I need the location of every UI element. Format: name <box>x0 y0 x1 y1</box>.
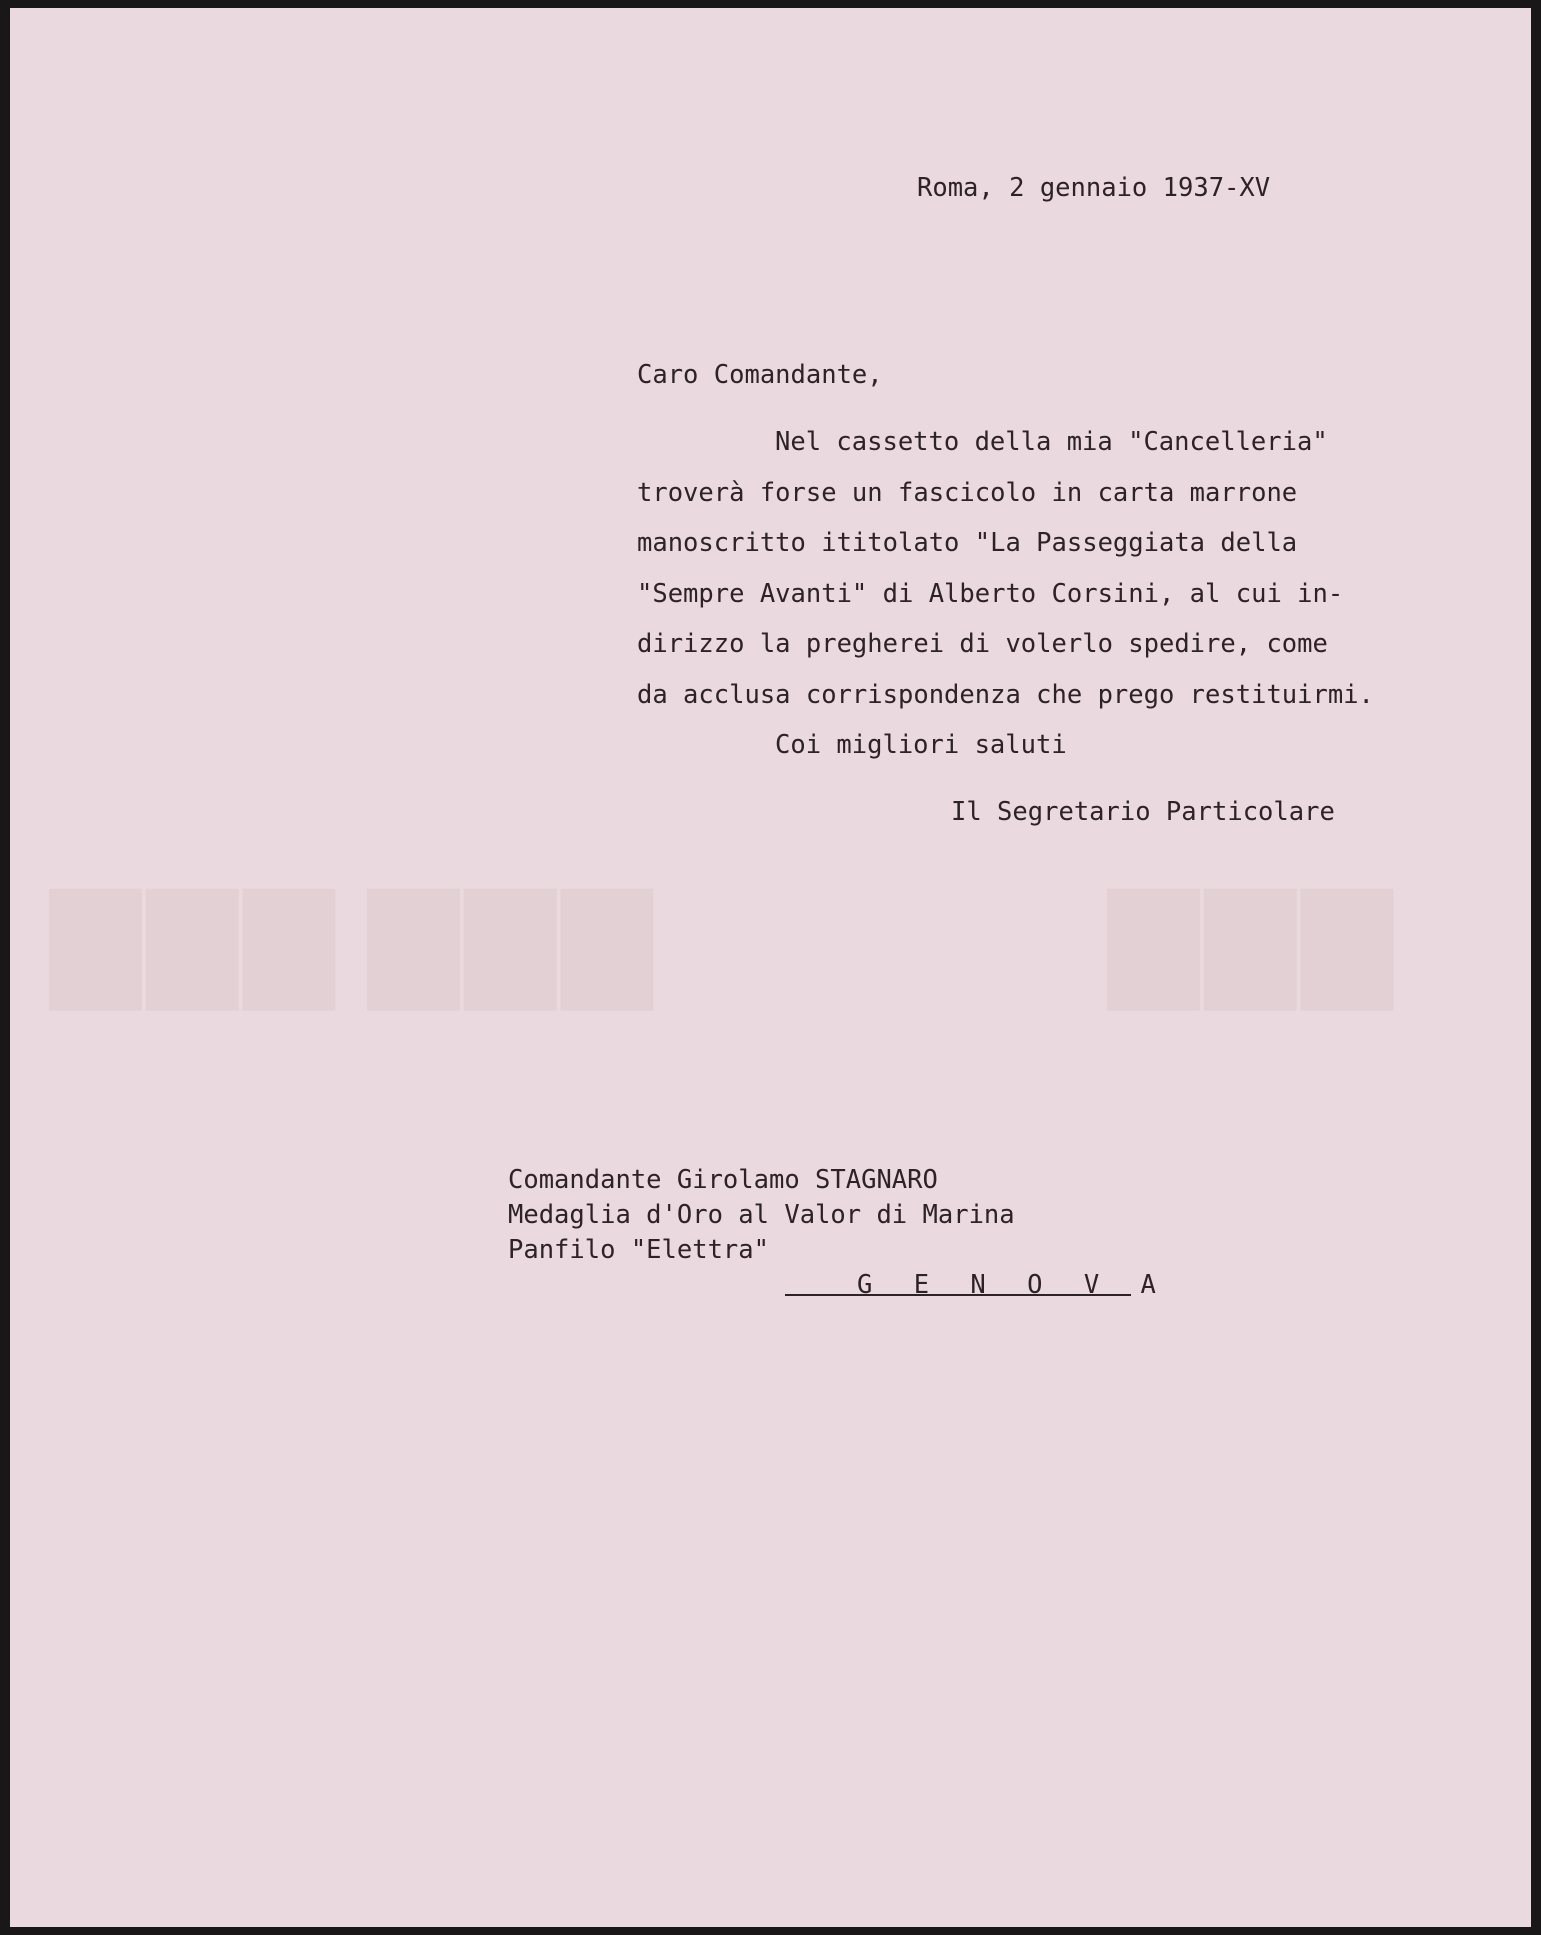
letter-signature-title: Il Segretario Particolare <box>951 797 1335 827</box>
letter-date: Roma, 2 gennaio 1937-XV <box>917 173 1271 203</box>
show-through-mark-right: ▇▇▇ <box>1108 870 1399 1009</box>
body-line: Nel cassetto della mia "Cancelleria" <box>775 427 1328 457</box>
show-through-mark-center: ▇▇▇ <box>368 870 659 1009</box>
body-line: troverà forse un fascicolo in carta marrone <box>637 478 1298 508</box>
letter-salutation: Caro Comandante, <box>637 360 883 390</box>
letter-page <box>10 8 1531 1927</box>
show-through-mark-left: ▇▇▇ <box>50 870 341 1009</box>
body-line: dirizzo la pregherei di volerlo spedire, come <box>637 629 1328 659</box>
address-city: G E N O V A <box>857 1270 1169 1300</box>
letter-closing: Coi migliori saluti <box>775 730 1067 760</box>
body-line: da acclusa corrispondenza che prego restituirmi. <box>637 680 1374 710</box>
address-city-underline <box>785 1294 1131 1296</box>
address-vessel: Panfilo "Elettra" <box>508 1235 769 1265</box>
address-title: Medaglia d'Oro al Valor di Marina <box>508 1200 1015 1230</box>
body-line: "Sempre Avanti" di Alberto Corsini, al cui in- <box>637 579 1344 609</box>
address-name: Comandante Girolamo STAGNARO <box>508 1165 938 1195</box>
body-line: manoscritto ititolato "La Passeggiata della <box>637 528 1298 558</box>
